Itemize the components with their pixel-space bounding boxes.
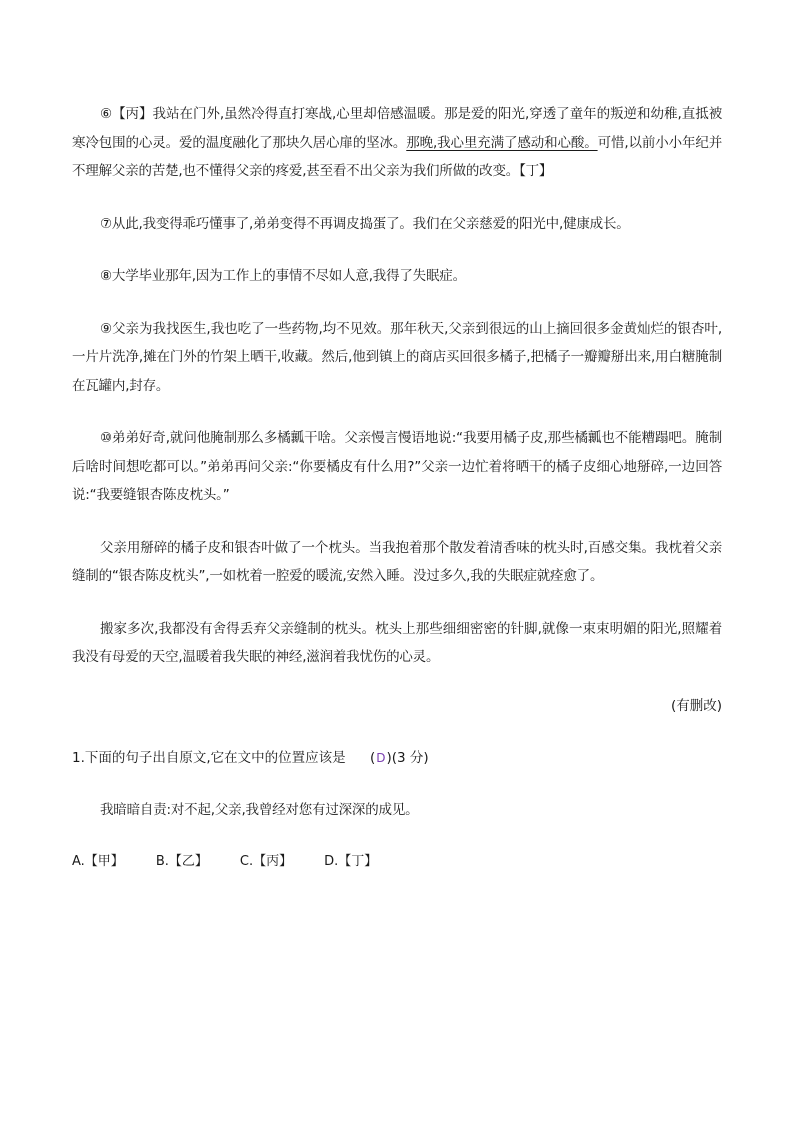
option-d: D.【丁】 (324, 854, 378, 869)
paragraph-10: ⑩弟弟好奇,就问他腌制那么多橘瓤干啥。父亲慢言慢语地说:“我要用橘子皮,那些橘瓤也不能糟蹋吧。腌制后啥时间想吃都可以。”弟弟再问父亲:“你要橘皮有什么用?”父亲一边忙着将晒干的橘子皮细心地掰碎,一边回答说:“我要缝银杏陈皮枕头。” (72, 430, 722, 503)
paragraph-7: ⑦从此,我变得乖巧懂事了,弟弟变得不再调皮捣蛋了。我们在父亲慈爱的阳光中,健康成长。 (100, 215, 630, 232)
answer-letter: D (376, 750, 386, 765)
paragraph-8: ⑧大学毕业那年,因为工作上的事情不尽如人意,我得了失眠症。 (100, 268, 466, 284)
answer-close: ) (386, 749, 392, 766)
paragraph-12: 搬家多次,我都没有舍得丢弃父亲缝制的枕头。枕头上那些细细密密的针脚,就像一束束明媚的阳光,照耀着我没有母爱的天空,温暖着我失眠的神经,滋润着我忧伤的心灵。 (72, 620, 722, 665)
option-b: B.【乙】 (155, 854, 208, 869)
option-a: A.【甲】 (72, 854, 124, 869)
document-page (72, 100, 722, 876)
source-note: (有删改) (670, 697, 722, 714)
question-prefix: 1.下面的句子出自原文,它在文中的位置应该是 (72, 749, 346, 766)
question-1 (72, 744, 722, 772)
option-c: C.【丙】 (239, 854, 293, 869)
answer-open: ( (369, 749, 376, 766)
paragraph-6-after: 可惜,以前小小年纪并不理解父亲的苦楚,也不懂得父亲的疼爱,甚至看不出父亲为我们所做的改变。【丁】 (72, 134, 723, 179)
paragraph-9: ⑨父亲为我找医生,我也吃了一些药物,均不见效。那年秋天,父亲到很远的山上摘回很多金黄灿烂的银杏叶,一片片洗净,摊在门外的竹架上晒干,收藏。然后,他到镇上的商店买回很多橘子,把橘子一瓣瓣掰出来,用白糖腌制在瓦罐内,封存。 (72, 320, 722, 394)
options-row (72, 848, 722, 876)
question-points: (3 分) (391, 749, 429, 766)
paragraph-6-before: ⑥【丙】我站在门外,虽然冷得直打寒战,心里却倍感温暖。那是爱的阳光,穿透了童年的叛逆和幼稚,直抵被寒冷包围的心灵。爱的温度融化了那块久居心扉的坚冰。 (72, 106, 722, 151)
paragraph-11: 父亲用掰碎的橘子皮和银杏叶做了一个枕头。当我抱着那个散发着清香味的枕头时,百感交集。我枕着父亲缝制的“银杏陈皮枕头”,一如枕着一腔爱的暖流,安然入睡。没过多久,我的失眠症就痊愈了。 (72, 539, 722, 584)
question-sentence: 我暗暗自责:对不起,父亲,我曾经对您有过深深的成见。 (100, 801, 419, 818)
paragraph-6 (72, 100, 722, 186)
underlined-sentence: 那晚,我心里充满了感动和心酸。 (406, 134, 598, 151)
